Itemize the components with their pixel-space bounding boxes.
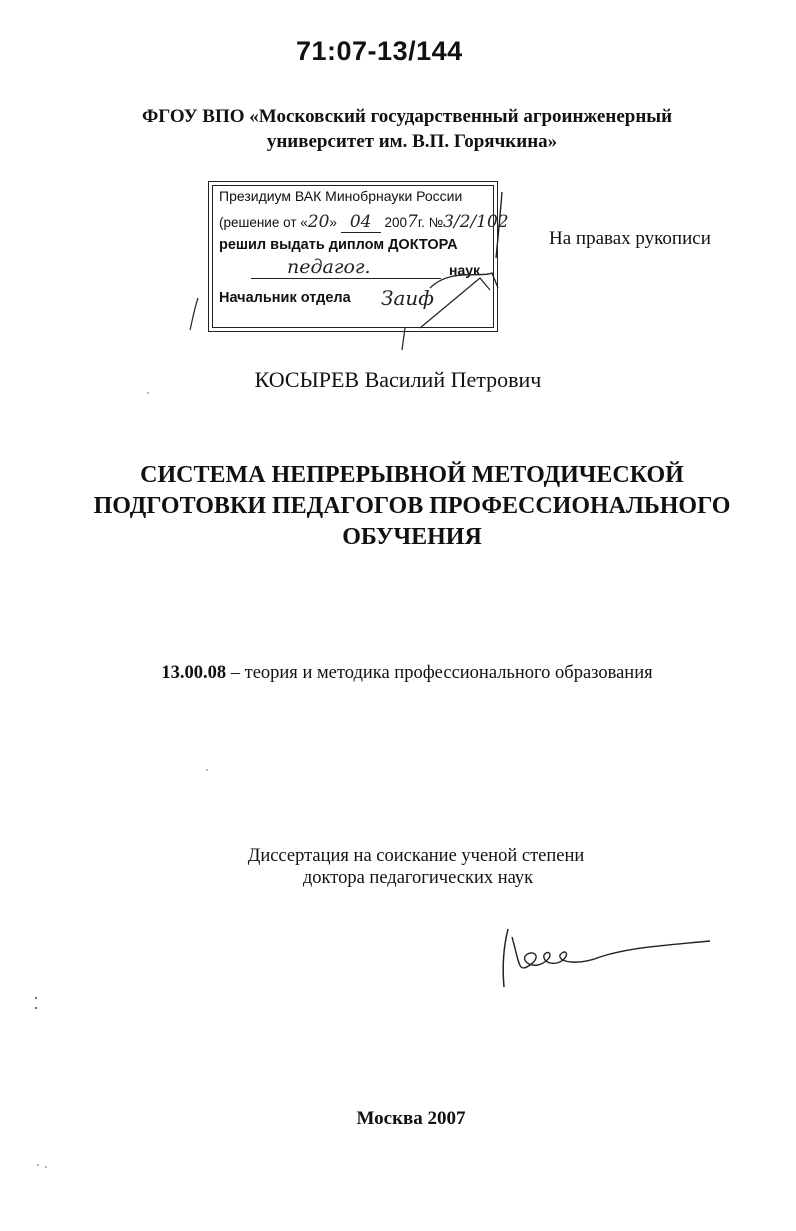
speck-4 — [45, 1166, 47, 1168]
stamp-year-digit: 7 — [406, 212, 418, 232]
stamp-day: 20 — [307, 212, 330, 232]
catalog-number: 71:07-13/144 — [296, 36, 463, 66]
title-line-2: ПОДГОТОВКИ ПЕДАГОГОВ ПРОФЕССИОНАЛЬНОГО — [93, 493, 731, 519]
stamp-number: 3/2/102 — [443, 212, 509, 232]
stamp-decision-mid3: г. № — [417, 215, 444, 230]
title-line-1: СИСТЕМА НЕПРЕРЫВНОЙ МЕТОДИЧЕСКОЙ — [140, 462, 684, 488]
stamp-decided: решил выдать диплом ДОКТОРА — [219, 237, 458, 253]
stamp-decision-mid2: 200 — [384, 215, 407, 230]
stamp-decision-prefix: (решение от « — [219, 215, 308, 230]
speck-1 — [35, 997, 37, 999]
stamp-sciences: наук — [449, 262, 481, 278]
stamp-decision-mid1: » — [329, 215, 337, 230]
speck-3 — [37, 1164, 39, 1166]
stamp-field-handwritten: педагог. — [287, 256, 371, 278]
stamp-head-of-department: Начальник отдела — [219, 290, 351, 306]
speck-2 — [35, 1007, 37, 1009]
title-line-3: ОБУЧЕНИЯ — [342, 524, 482, 550]
specialty-description: – теория и методика профессионального образования — [226, 663, 653, 683]
city-year: Москва 2007 — [356, 1108, 466, 1129]
stamp-head-signature: Заиф — [381, 286, 434, 310]
speck-6 — [206, 769, 208, 771]
speck-5 — [147, 392, 149, 394]
specialty-code: 13.00.08 — [161, 663, 227, 683]
stamp-month: 04 — [341, 212, 381, 233]
author-name: КОСЫРЕВ Василий Петрович — [254, 367, 542, 392]
stamp-presidium: Президиум ВАК Минобрнауки России — [219, 188, 463, 204]
institution-line-2: университет им. В.П. Горячкина» — [266, 131, 558, 152]
dissertation-degree-line-2: доктора педагогических наук — [302, 868, 534, 888]
manuscript-rights: На правах рукописи — [549, 228, 711, 249]
dissertation-degree-line-1: Диссертация на соискание ученой степени — [247, 846, 585, 866]
institution-line-1: ФГОУ ВПО «Московский государственный агроинженерный — [141, 106, 673, 127]
